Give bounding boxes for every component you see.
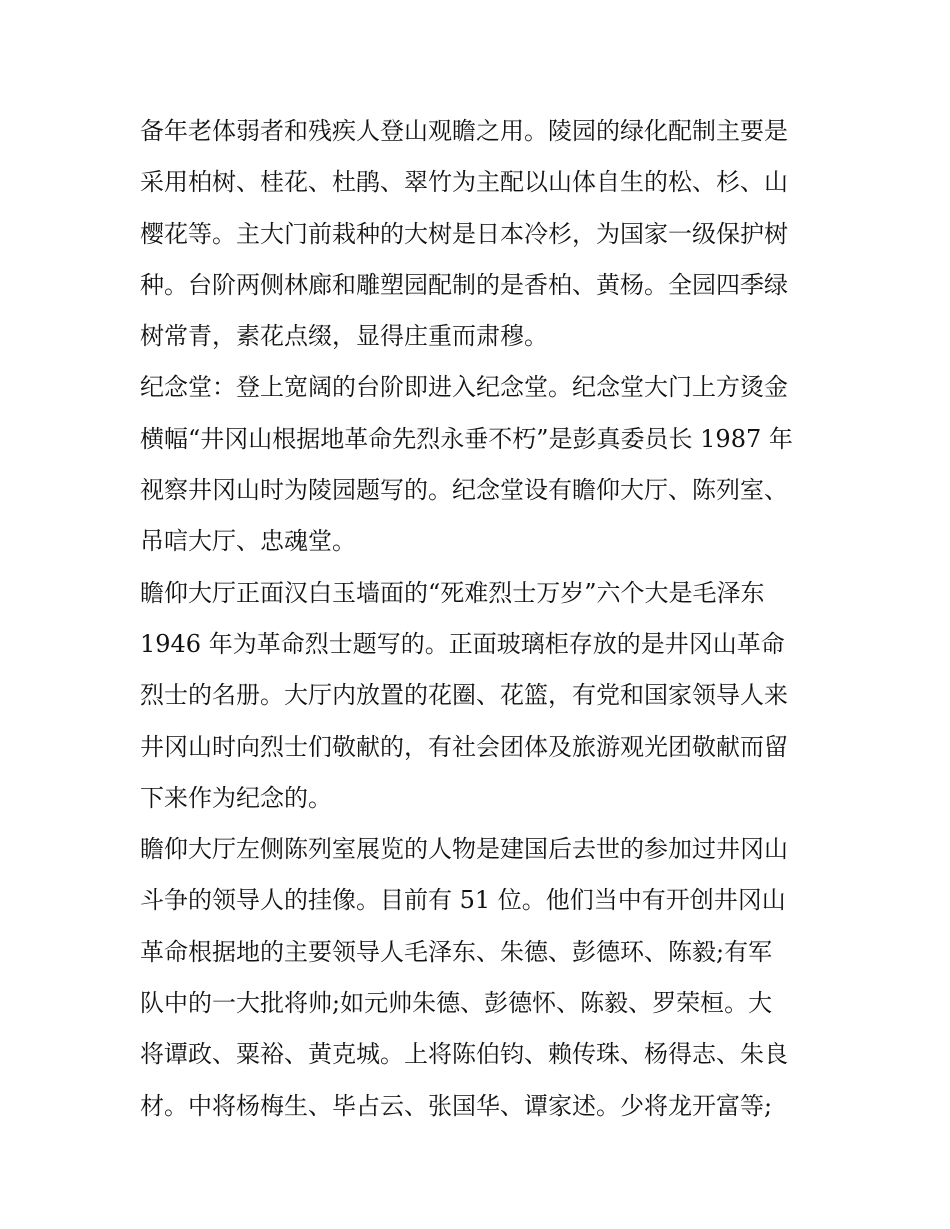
text-line: 视察井冈山时为陵园题写的。纪念堂设有瞻仰大厅、陈列室、 (140, 476, 788, 505)
text-line: 烈士的名册。大厅内放置的花圈、花篮，有党和国家领导人来 (140, 681, 788, 710)
text-line: 瞻仰大厅左侧陈列室展览的人物是建国后去世的参加过井冈山 (140, 835, 788, 864)
text-line: 瞻仰大厅正面汉白玉墙面的“死难烈士万岁”六个大是毛泽东 (140, 578, 765, 607)
text-line: 树常青，素花点缀，显得庄重而肃穆。 (140, 322, 548, 351)
text-line: 材。中将杨梅生、毕占云、张国华、谭家述。少将龙开富等; (140, 1091, 773, 1120)
text-line: 井冈山时向烈士们敬献的，有社会团体及旅游观光团敬献而留 (140, 732, 788, 761)
text-line: 横幅“井冈山根据地革命先烈永垂不朽”是彭真委员长 1987 年 (140, 424, 793, 453)
text-line: 下来作为纪念的。 (140, 783, 332, 812)
text-line: 种。台阶两侧林廊和雕塑园配制的是香柏、黄杨。全园四季绿 (140, 270, 788, 299)
text-line: 采用柏树、桂花、杜鹃、翠竹为主配以山体自生的松、杉、山 (140, 168, 788, 197)
text-line: 吊唁大厅、忠魂堂。 (140, 527, 356, 556)
text-line: 斗争的领导人的挂像。目前有 51 位。他们当中有开创井冈山 (140, 886, 786, 915)
text-line: 纪念堂：登上宽阔的台阶即进入纪念堂。纪念堂大门上方烫金 (140, 373, 788, 402)
document-body (140, 106, 820, 1132)
text-line: 将谭政、粟裕、黄克城。上将陈伯钧、赖传珠、杨得志、朱良 (140, 1040, 788, 1069)
text-line: 革命根据地的主要领导人毛泽东、朱德、彭德环、陈毅;有军 (140, 937, 773, 966)
text-line: 队中的一大批将帅;如元帅朱德、彭德怀、陈毅、罗荣桓。大 (140, 989, 773, 1018)
text-line: 备年老体弱者和残疾人登山观瞻之用。陵园的绿化配制主要是 (140, 117, 788, 145)
text-line: 樱花等。主大门前栽种的大树是日本冷杉，为国家一级保护树 (140, 219, 788, 248)
text-line: 1946 年为革命烈士题写的。正面玻璃柜存放的是井冈山革命 (140, 629, 785, 658)
